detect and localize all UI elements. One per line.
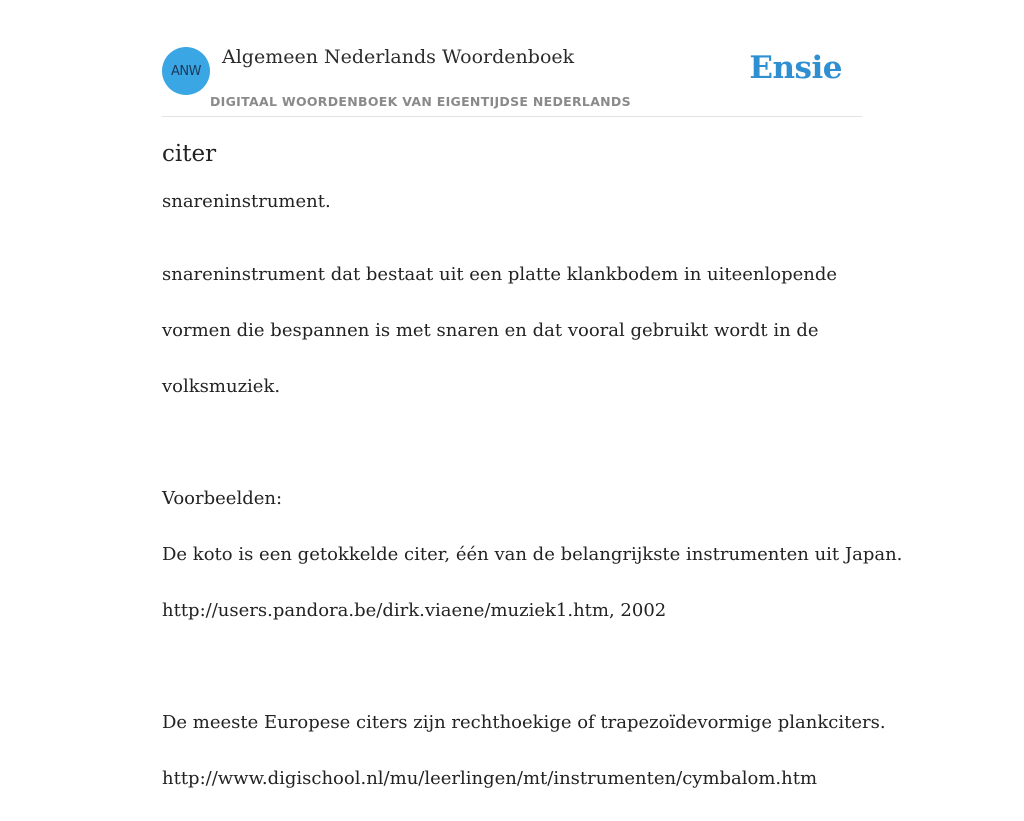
site-header	[162, 40, 862, 117]
entry-headword: citer	[162, 141, 217, 167]
definition-line: vormen die bespannen is met snaren en dat vooral gebruikt wordt in de	[162, 320, 819, 341]
example-text: De meeste Europese citers zijn rechthoekige of trapezoïdevormige plankciters.	[162, 712, 886, 733]
example-source: http://www.digischool.nl/mu/leerlingen/mt/instrumenten/cymbalom.htm	[162, 768, 818, 789]
site-subtitle: DIGITAAL WOORDENBOEK VAN EIGENTIJDSE NEDERLANDS	[210, 94, 631, 109]
paragraph-spacer	[162, 653, 862, 681]
logo-text: ANW	[171, 63, 201, 79]
definition-line: volksmuziek.	[162, 376, 281, 397]
entry-content	[162, 138, 903, 821]
examples-label: Voorbeelden:	[162, 488, 283, 509]
full-definition	[162, 233, 903, 821]
paragraph-spacer	[162, 429, 862, 457]
anw-logo[interactable]	[162, 47, 210, 95]
site-title[interactable]: Algemeen Nederlands Woordenboek	[222, 46, 575, 68]
ensie-brand-logo[interactable]: Ensie	[749, 50, 842, 86]
short-definition: snareninstrument.	[162, 191, 331, 212]
definition-line: snareninstrument dat bestaat uit een platte klankbodem in uiteenlopende	[162, 264, 838, 285]
example-text: De koto is een getokkelde citer, één van de belangrijkste instrumenten uit Japan.	[162, 544, 903, 565]
example-source: http://users.pandora.be/dirk.viaene/muziek1.htm, 2002	[162, 600, 667, 621]
